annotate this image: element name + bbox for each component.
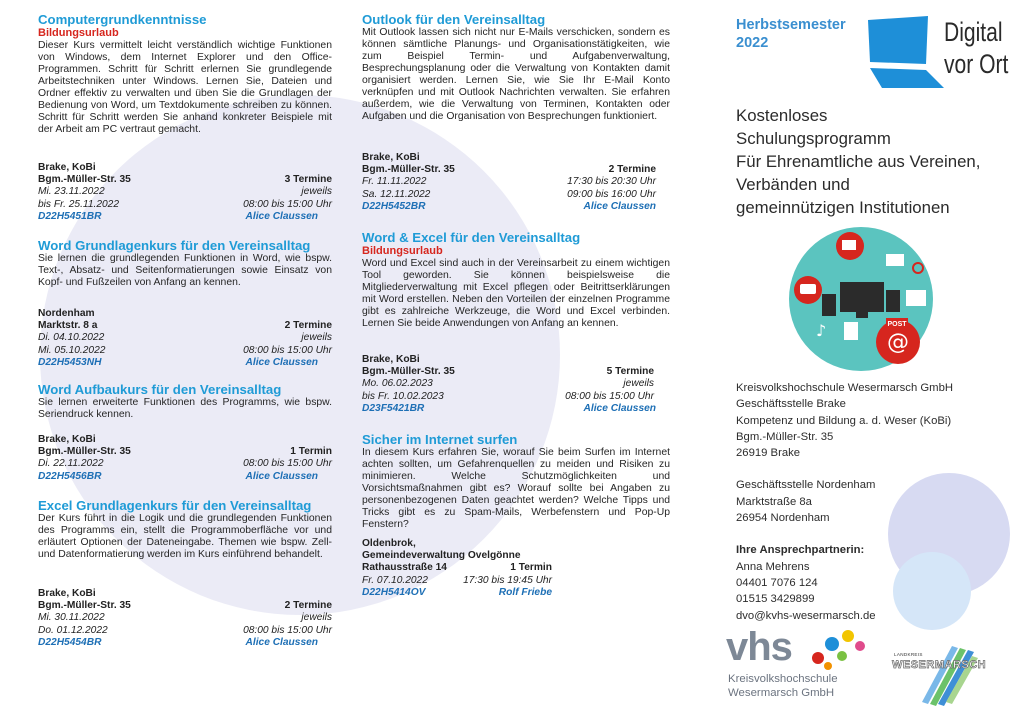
venue-name: Brake, KoBi	[38, 434, 96, 445]
camera-icon	[842, 240, 856, 250]
brand-line-2: vor Ort	[944, 49, 1009, 79]
venue-street: Bgm.-Müller-Str. 35	[362, 164, 455, 176]
org-name: Kreisvolkshochschule Wesermarsch GmbH	[736, 382, 954, 394]
session-count: 5 Termine	[606, 366, 654, 378]
session-time: 08:00 bis 15:00 Uhr	[243, 198, 332, 210]
vhs-name-line-1: Kreisvolkshochschule	[728, 673, 838, 685]
session-time: 08:00 bis 15:00 Uhr	[565, 390, 654, 402]
venue-street: Rathausstraße 14	[362, 562, 447, 574]
course-code: D22H5414OV	[362, 586, 426, 598]
at-icon: @	[887, 330, 909, 355]
contact-phone: 04401 7076 124	[736, 576, 818, 589]
course-internet	[362, 432, 670, 531]
laptop-logo-icon	[868, 16, 948, 90]
teacher-name: Alice Claussen	[245, 470, 318, 482]
contact-title: Ihre Ansprechpartnerin:	[736, 544, 865, 557]
course-description: Sie lernen die grundlegenden Funktionen in Word, wie bspw. Text-, Absatz- und Seitenformatierungen sowie Einsatz von Kopf- und Fußzeilen von Anfang an kennen.	[38, 253, 332, 288]
course-word-grundlagen	[38, 238, 332, 289]
date-start: Mi. 30.11.2022	[38, 612, 105, 624]
brand-wordmark	[944, 16, 1008, 80]
address-line: Bgm.-Müller-Str. 35	[736, 430, 834, 443]
venue-name: Brake, KoBi	[38, 588, 96, 599]
venue-street: Bgm.-Müller-Str. 35	[38, 174, 131, 186]
date-note: jeweils	[301, 612, 332, 624]
session-count: 1 Termin	[510, 562, 552, 574]
teacher-name: Alice Claussen	[583, 200, 656, 212]
landkreis-stripes-icon	[892, 638, 988, 708]
course-description: Sie lernen erweiterte Funktionen des Programms, wie bspw. Seriendruck kennen.	[38, 397, 332, 420]
course-schedule	[38, 162, 332, 223]
course-code: D22H5454BR	[38, 636, 102, 648]
course-word-excel	[362, 230, 670, 330]
time-1: 17:30 bis 20:30 Uhr	[567, 176, 656, 188]
address-line: Marktstraße 8a	[736, 495, 812, 508]
address-line: Kompetenz und Bildung a. d. Weser (KoBi)	[736, 414, 952, 427]
course-subtitle: Bildungsurlaub	[362, 245, 443, 257]
landkreis-name: WESERMARSCH	[892, 659, 987, 671]
session-time: 08:00 bis 15:00 Uhr	[243, 344, 332, 356]
monitor-icon	[840, 282, 884, 312]
date-end: bis Fr. 25.11.2022	[38, 198, 119, 210]
contact-email[interactable]: dvo@kvhs-wesermarsch.de	[736, 609, 876, 622]
date-start: Mo. 06.02.2023	[362, 378, 433, 390]
headline-line: Für Ehrenamtliche aus Vereinen,	[736, 152, 981, 171]
vhs-name-line-2: Wesermarsch GmbH	[728, 687, 835, 699]
contact-block	[736, 380, 1016, 624]
date-start: Fr. 07.10.2022	[362, 574, 428, 586]
course-code: D22H5451BR	[38, 210, 102, 222]
course-schedule	[38, 434, 332, 483]
course-title: Word Aufbaukurs für den Vereinsalltag	[38, 382, 282, 397]
course-computergrundkenntnisse	[38, 12, 332, 136]
session-count: 2 Termine	[608, 164, 656, 176]
date-end: Do. 01.12.2022	[38, 624, 108, 636]
mail-icon	[886, 254, 904, 266]
post-label: POST	[887, 321, 907, 328]
course-code: D23F5421BR	[362, 402, 425, 414]
column-right-cover	[702, 0, 1024, 724]
course-code: D22H5456BR	[38, 470, 102, 482]
course-code: D22H5453NH	[38, 356, 102, 368]
date-note: jeweils	[623, 378, 654, 390]
session-time: 17:30 bis 19:45 Uhr	[463, 574, 552, 586]
venue-name: Brake, KoBi	[362, 354, 420, 365]
venue-name-2: Gemeindeverwaltung Ovelgönne	[362, 550, 521, 562]
teacher-name: Alice Claussen	[245, 210, 318, 222]
chat-icon	[800, 284, 816, 294]
venue-street: Bgm.-Müller-Str. 35	[38, 446, 131, 458]
venue-name: Brake, KoBi	[38, 162, 96, 173]
document-icon	[844, 322, 858, 340]
course-schedule	[362, 152, 670, 213]
course-word-aufbau	[38, 382, 332, 421]
course-code: D22H5452BR	[362, 200, 426, 212]
headline	[736, 104, 1016, 219]
venue-street: Bgm.-Müller-Str. 35	[362, 366, 455, 378]
address-line: Geschäftsstelle Brake	[736, 398, 846, 411]
date-start: Mi. 23.11.2022	[38, 186, 105, 198]
venue-name: Brake, KoBi	[362, 152, 420, 163]
session-time: 08:00 bis 15:00 Uhr	[243, 458, 332, 470]
monitor-stand	[856, 312, 868, 318]
date-start: Di. 22.11.2022	[38, 458, 104, 470]
course-title: Sicher im Internet surfen	[362, 432, 518, 447]
course-title: Outlook für den Vereinsalltag	[362, 12, 546, 27]
course-schedule	[38, 308, 332, 369]
contact-mobile: 01515 3429899	[736, 593, 815, 606]
headline-line: Kostenloses	[736, 106, 828, 125]
time-2: 09:00 bis 16:00 Uhr	[567, 188, 656, 200]
address-line: 26919 Brake	[736, 447, 801, 460]
session-count: 1 Termin	[290, 446, 332, 458]
course-outlook	[362, 12, 670, 123]
date-1: Fr. 11.11.2022	[362, 176, 427, 188]
teacher-name: Alice Claussen	[583, 402, 656, 414]
headline-line: Schulungsprogramm	[736, 129, 891, 148]
teacher-name: Alice Claussen	[245, 636, 318, 648]
venue-street: Bgm.-Müller-Str. 35	[38, 600, 131, 612]
phone-icon	[886, 290, 900, 312]
landkreis-label: LANDKREIS	[894, 652, 923, 657]
teacher-name: Rolf Friebe	[498, 586, 552, 598]
date-end: Mi. 05.10.2022	[38, 344, 106, 356]
media-illustration	[786, 224, 936, 374]
vhs-logo	[726, 624, 896, 710]
date-end: bis Fr. 10.02.2023	[362, 390, 444, 402]
session-count: 2 Termine	[284, 600, 332, 612]
course-description: Dieser Kurs vermittelt leicht verständlich wichtige Funktionen von Windows, dem Internet Explorer und den Office-Programmen. Schritt für Schritt erlernen Sie grundlegende Arbeitstechniken unter Windows. Lernen Sie, Dateien und Ordner effektiv zu verwalten und üben Sie die Grundlagen der Bedienung von Word, um Textdokumente schreiben zu können. Schritt für Schritt werden Sie anhand konkreter Beispiele mit der Arbeit am PC vertraut gemacht.	[38, 40, 332, 135]
address-line: Geschäftsstelle Nordenham	[736, 479, 876, 492]
course-title: Word & Excel für den Vereinsalltag	[362, 230, 581, 245]
headline-line: gemeinnützigen Institutionen	[736, 198, 950, 217]
date-start: Di. 04.10.2022	[38, 332, 105, 344]
address-line: 26954 Nordenham	[736, 512, 830, 525]
photo-icon	[906, 290, 926, 306]
date-2: Sa. 12.11.2022	[362, 188, 431, 200]
date-note: jeweils	[301, 186, 332, 198]
vhs-wordmark: vhs	[726, 625, 792, 669]
semester-label	[736, 16, 846, 52]
contact-name: Anna Mehrens	[736, 560, 810, 573]
semester-name: Herbstsemester	[736, 17, 846, 33]
course-title: Computergrundkenntnisse	[38, 12, 207, 27]
course-description: Mit Outlook lassen sich nicht nur E-Mails verschicken, sondern es können sämtliche Planungs- und Organisationstätigkeiten, wie zum Beispiel Termin- und Aufgabenverwaltung, Besprechungsplanung oder die Verwaltung von Kontakten damit organisiert werden. Lernen Sie, wie Sie Ihr E-Mail Konto verknüpfen und mit Outlook Nachrichten verwalten. Sie erfahren außerdem, wie die Verwaltung von Terminen, Kontakten oder Aufgaben und die Organisation von Besprechungen funktioniert.	[362, 27, 670, 122]
venue-name: Oldenbrok,	[362, 538, 416, 549]
course-excel-grundlagen	[38, 498, 332, 561]
brand-line-1: Digital	[944, 17, 1003, 47]
session-count: 3 Termine	[284, 174, 332, 186]
course-schedule	[362, 354, 670, 415]
course-schedule	[38, 588, 332, 649]
course-subtitle: Bildungsurlaub	[38, 27, 119, 39]
venue-street: Marktstr. 8 a	[38, 320, 98, 332]
landkreis-logo	[892, 638, 988, 708]
course-description: Der Kurs führt in die Logik und die grundlegenden Funktionen des Programms ein, stellt die Programmoberfläche vor und erläutert Optionen der Dateneingabe. Themen wie bspw. Zell- und Datenformatierung werden im Kurs einführend behandelt.	[38, 513, 332, 560]
vhs-dots-icon	[808, 626, 870, 672]
session-time: 08:00 bis 15:00 Uhr	[243, 624, 332, 636]
teacher-name: Alice Claussen	[245, 356, 318, 368]
session-count: 2 Termine	[284, 320, 332, 332]
course-schedule	[362, 538, 670, 599]
tablet-icon	[822, 294, 836, 316]
semester-year: 2022	[736, 35, 769, 51]
course-title: Word Grundlagenkurs für den Vereinsalltag	[38, 238, 311, 253]
course-description: Word und Excel sind auch in der Vereinsarbeit zu einem wichtigen Tool geworden. Sie können beispielsweise die Mitgliederverwaltung mit Excel pflegen oder Beitrittserklärungen mit Word erstellen. Neben den Vorteilen der einzelnen Programme gibt es zahlreiche Werkzeuge, die Word und Excel verbinden. Lernen Sie beide Anwendungen von Anfang an kennen.	[362, 258, 670, 329]
date-note: jeweils	[301, 332, 332, 344]
venue-name: Nordenham	[38, 308, 95, 319]
course-description: In diesem Kurs erfahren Sie, worauf Sie beim Surfen im Internet achten sollten, um Gefahrenquellen zu meiden und Risiken zu minimieren. Welche Schutzmöglichkeiten und Vorsichtsmaßnahmen gibt es? Worauf sollte bei Angaben zu personenbezogenen Daten geachtet werden? Welche Tipps und Tricks gibt es zu Spam-Mails, Werbefenstern und Pop-Up Fenstern?	[362, 447, 670, 530]
course-title: Excel Grundlagenkurs für den Vereinsalltag	[38, 498, 312, 513]
headline-line: Verbänden und	[736, 175, 850, 194]
music-note-icon: ♪	[816, 321, 827, 340]
